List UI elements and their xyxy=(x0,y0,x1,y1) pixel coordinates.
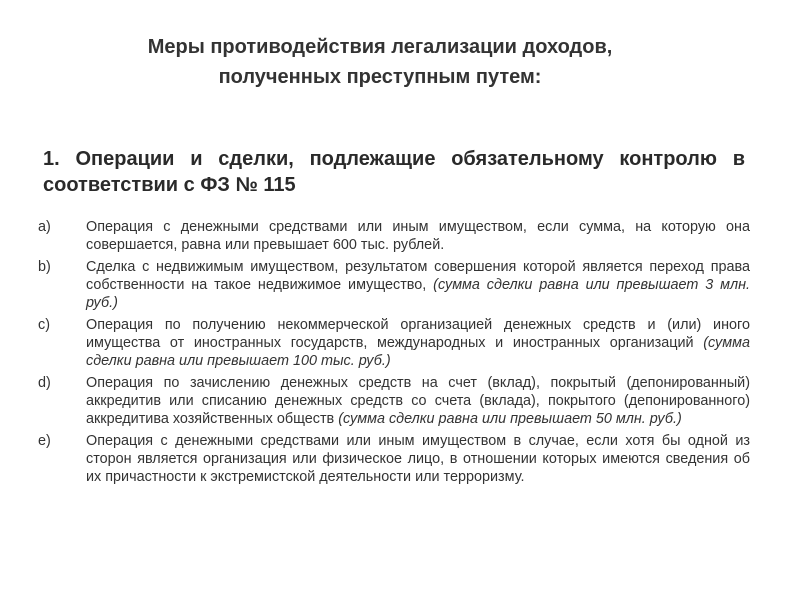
list-item-body: Операция с денежными средствами или иным имуществом, если сумма, на которую она совершается, равна или превышает 600 тыс. рублей. xyxy=(86,219,750,253)
list-item-body: Сделка с недвижимым имуществом, результатом совершения которой является переход права собственности на такое недвижимое имущество, xyxy=(86,259,750,293)
list-item-text xyxy=(86,258,750,312)
list-marker: a) xyxy=(38,219,51,235)
list-item-text xyxy=(86,316,750,370)
list-item-body: Операция с денежными средствами или иным имуществом в случае, если хотя бы одной из сторон является организация или физическое лицо, в отношении которых имеются сведения об их причастности к экстремистской деятельности или терроризму. xyxy=(86,433,750,485)
page-title xyxy=(40,32,720,92)
list-item-body: Операция по зачислению денежных средств на счет (вклад), покрытый (депонированный) аккредитив или списанию денежных средств со счета (вклада), покрытого (депонированного) аккредитива хозяйственных обществ xyxy=(86,375,750,427)
list-item-c xyxy=(38,316,750,370)
list-item-a xyxy=(38,218,750,254)
list-item-e xyxy=(38,432,750,486)
list-marker: e) xyxy=(38,433,51,449)
section-heading-text: Операции и сделки, подлежащие обязательному контролю в соответствии с ФЗ № 115 xyxy=(43,148,746,196)
title-line-2: полученных преступным путем: xyxy=(218,66,542,88)
list-marker: d) xyxy=(38,375,51,391)
amount-note: (сумма сделки равна или превышает 100 тыс. руб.) xyxy=(86,335,750,369)
list-item-text xyxy=(86,218,750,254)
list-item-text xyxy=(86,374,750,428)
section-number: 1. xyxy=(43,148,60,170)
list-item-text xyxy=(86,432,750,486)
list-item-d xyxy=(38,374,750,428)
section-heading xyxy=(43,146,745,198)
list-marker: c) xyxy=(38,317,50,333)
amount-note: (сумма сделки равна или превышает 50 млн. руб.) xyxy=(338,411,682,427)
list-marker: b) xyxy=(38,259,51,275)
amount-note: (сумма сделки равна или превышает 3 млн. руб.) xyxy=(86,277,750,311)
title-line-1: Меры противодействия легализации доходов, xyxy=(147,36,613,58)
list-item-b xyxy=(38,258,750,312)
requirements-list xyxy=(38,218,750,490)
list-item-body: Операция по получению некоммерческой организацией денежных средств и (или) иного имущества от иностранных государств, международных и иностранных организаций xyxy=(86,317,750,351)
